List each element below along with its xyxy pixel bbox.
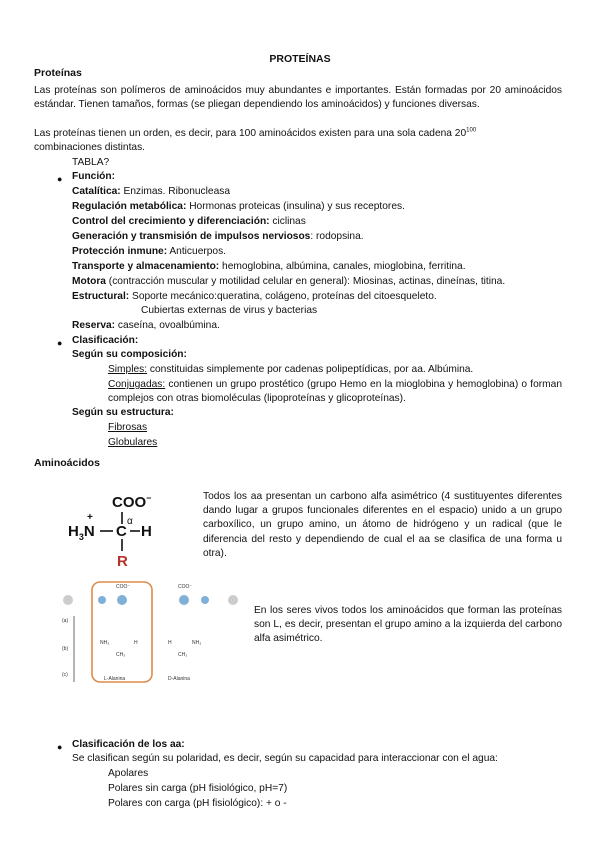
formula-h: H bbox=[141, 523, 152, 540]
bullet-icon: ● bbox=[57, 338, 63, 348]
d-coo-top: COO⁻ bbox=[178, 584, 193, 590]
composicion-heading: Según su composición: bbox=[72, 349, 187, 360]
bullet-icon: ● bbox=[57, 742, 63, 752]
funcion-item: Catalítica: Enzimas. Ribonucleasa bbox=[72, 186, 230, 197]
clasificacion-aa-item: Apolares bbox=[108, 768, 149, 779]
l-coo-top: COO⁻ bbox=[116, 584, 131, 590]
funcion-item: Regulación metabólica: Hormonas proteicas (insulina) y sus receptores. bbox=[72, 201, 405, 212]
formula-h3n: $H_3N$ bbox=[68, 523, 95, 542]
atom-sphere bbox=[98, 596, 106, 604]
clasificacion-aa-item: Polares con carga (pH fisiológico): + o - bbox=[108, 798, 287, 809]
atom-sphere bbox=[201, 596, 209, 604]
funcion-item: Transporte y almacenamiento: hemoglobina, albúmina, canales, mioglobina, ferritina. bbox=[72, 261, 466, 272]
d-h: H bbox=[168, 640, 172, 646]
label-b: (b) bbox=[62, 646, 69, 652]
label-c: (c) bbox=[62, 672, 68, 678]
funcion-item: Reserva: caseína, ovoalbúmina. bbox=[72, 320, 220, 331]
clasificacion-aa-item: Polares sin carga (pH fisiológico, pH=7) bbox=[108, 783, 288, 794]
funcion-heading: Función: bbox=[72, 171, 116, 182]
paragraph-order bbox=[34, 127, 562, 141]
atom-sphere bbox=[179, 595, 189, 605]
simples-line: Simples: constituidas simplemente por cadenas polipeptídicas, por aa. Albúmina. bbox=[108, 364, 474, 375]
globulares-item: Globulares bbox=[108, 437, 158, 448]
atom-sphere bbox=[63, 595, 73, 605]
tabla-note: TABLA? bbox=[72, 157, 110, 168]
amino-acid-formula bbox=[60, 484, 180, 574]
bullet-icon: ● bbox=[57, 174, 63, 184]
clasificacion-aa-heading: Clasificación de los aa: bbox=[72, 739, 185, 750]
funcion-item: Estructural: Soporte mecánico:queratina, colágeno, proteínas del citoesqueleto. bbox=[72, 291, 437, 302]
atom-sphere bbox=[228, 595, 238, 605]
atom-sphere bbox=[117, 595, 127, 605]
formula-r: R bbox=[117, 553, 128, 570]
l-ch3: CH₃ bbox=[116, 652, 126, 658]
paragraph-order-text: Las proteínas tienen un orden, es decir, para 100 aminoácidos existen para una sola cadena 20 bbox=[34, 128, 467, 139]
funcion-item: Control del crecimiento y diferenciación: ciclinas bbox=[72, 216, 306, 227]
paragraph-order-cont: combinaciones distintas. bbox=[34, 142, 145, 153]
section-heading-aminoacidos: Aminoácidos bbox=[34, 457, 100, 469]
l-h: H bbox=[134, 640, 138, 646]
fibrosas-item: Fibrosas bbox=[108, 422, 148, 433]
l-d-alanine-figure bbox=[60, 576, 240, 686]
clasificacion-heading: Clasificación: bbox=[72, 335, 139, 346]
paragraph-alpha-carbon: Todos los aa presentan un carbono alfa asimétrico (4 sustituyentes diferentes dando lugar a grupos funcionales diferentes en el espacio) unido a un grupo carboxílico, un grupo amino, un átomo de hidrógeno y un radical (que le diferencia del resto y dependiendo de cual el aa se clasifica de una forma u otra). bbox=[203, 491, 562, 559]
formula-plus: + bbox=[87, 512, 93, 523]
funcion-item: Cubiertas externas de virus y bacterias bbox=[141, 305, 318, 316]
label-a: (a) bbox=[62, 618, 69, 624]
funcion-item: Motora (contracción muscular y motilidad celular en general): Miosinas, actinas, dineínas, titina. bbox=[72, 276, 506, 287]
exponent: 100 bbox=[466, 127, 477, 134]
formula-alpha: α bbox=[127, 516, 133, 527]
funcion-item: Generación y transmisión de impulsos nerviosos: rodopsina. bbox=[72, 231, 364, 242]
formula-c: C bbox=[116, 523, 127, 540]
d-nh3: NH₃ bbox=[192, 640, 202, 646]
paragraph-l-amino: En los seres vivos todos los aminoácidos que forman las proteínas son L, es decir, presentan el grupo amino a la izquierda del carbono alfa asimétrico. bbox=[254, 605, 562, 645]
section-heading-proteinas: Proteínas bbox=[34, 67, 82, 79]
paragraph-intro: Las proteínas son polímeros de aminoácidos muy abundantes e importantes. Están formadas por 20 aminoácidos estándar. Tienen tamaños, formas (se pliegan dependiendo los aminoácidos) y funciones diversas. bbox=[34, 85, 562, 111]
formula-coo: COO− bbox=[112, 493, 152, 511]
l-alanina-label: L-Alanina bbox=[104, 676, 126, 682]
funcion-item: Protección inmune: Anticuerpos. bbox=[72, 246, 227, 257]
estructura-heading: Según su estructura: bbox=[72, 407, 174, 418]
d-ch3: CH₃ bbox=[178, 652, 188, 658]
clasificacion-aa-intro: Se clasifican según su polaridad, es decir, según su capacidad para interaccionar con el agua: bbox=[72, 753, 498, 764]
page-title: PROTEÍNAS bbox=[269, 53, 331, 65]
l-nh3: NH₃ bbox=[100, 640, 110, 646]
d-alanina-label: D-Alanina bbox=[168, 676, 190, 682]
conjugadas-line: Conjugadas: contienen un grupo prostético (grupo Hemo en la mioglobina y hemoglobina) o forman complejos con otras biomoléculas (lipoproteínas y glicoproteínas). bbox=[108, 379, 562, 405]
